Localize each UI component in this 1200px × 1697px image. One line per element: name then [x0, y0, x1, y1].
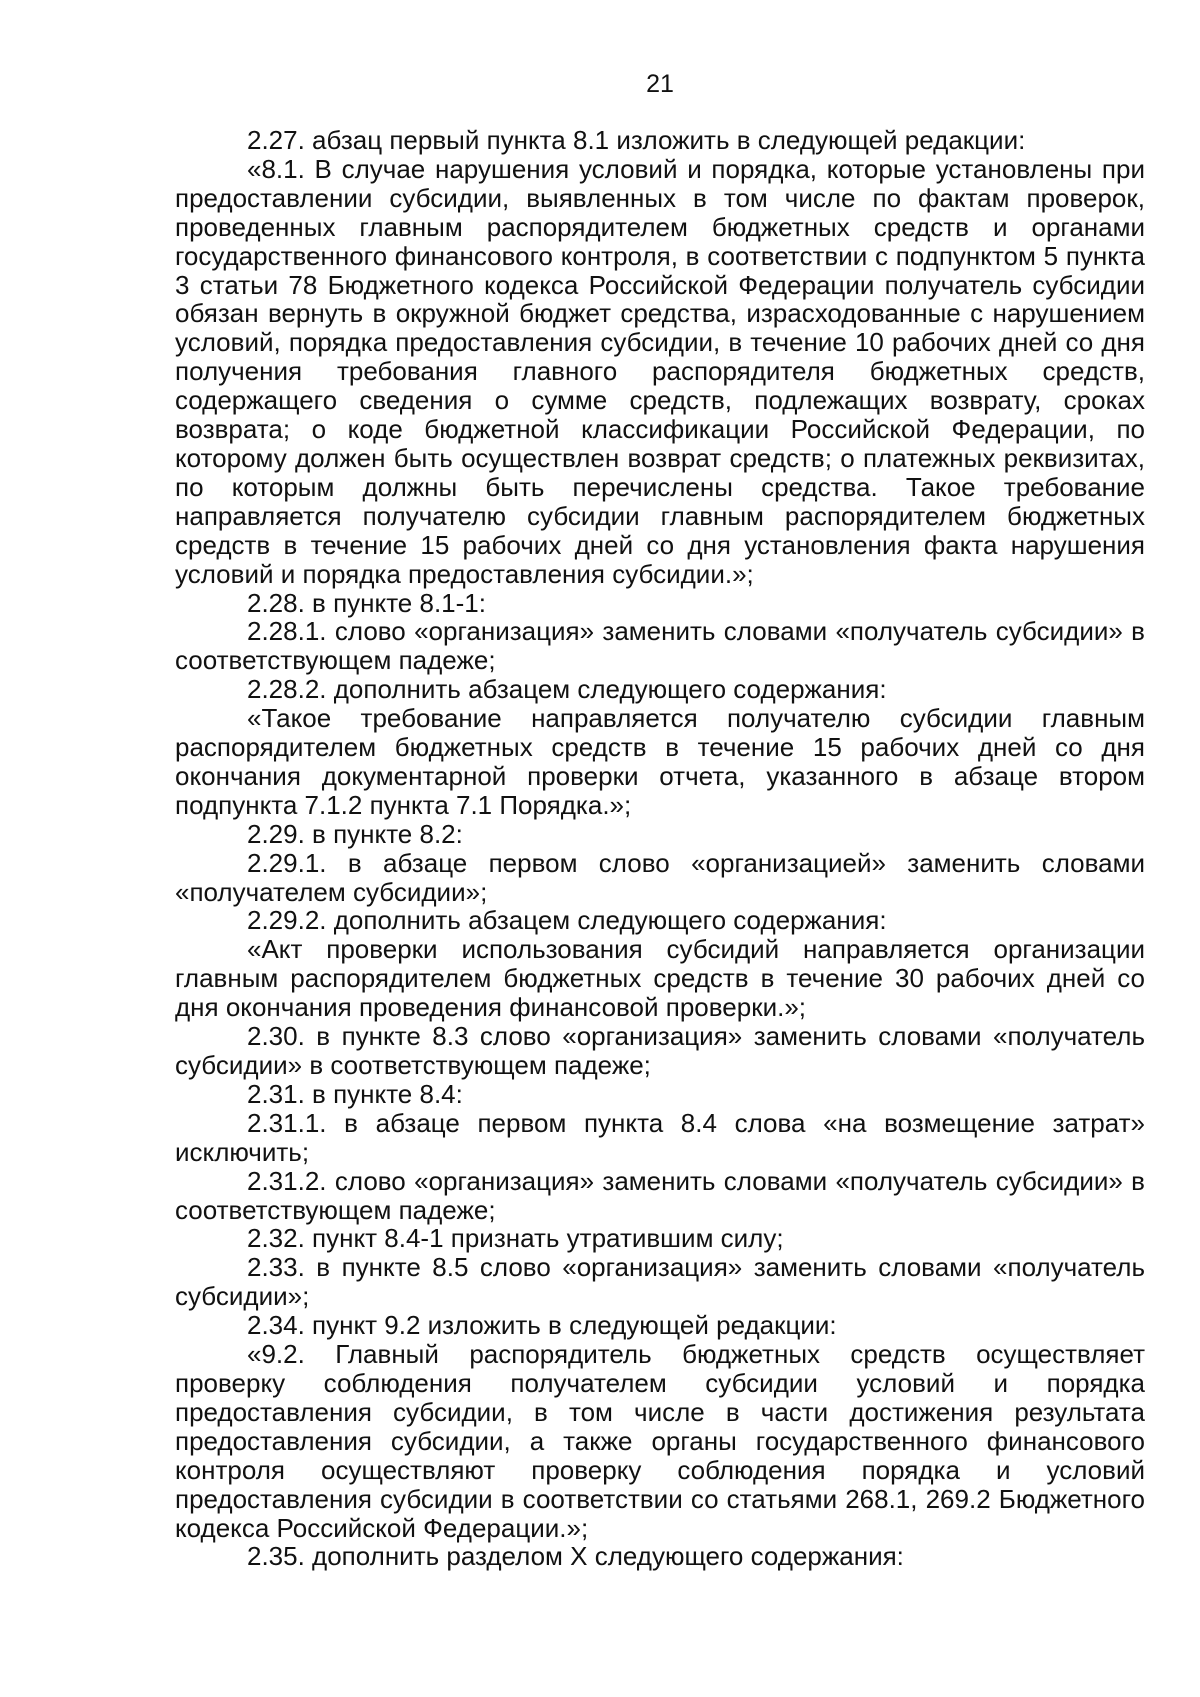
- paragraph-2-29-2: 2.29.2. дополнить абзацем следующего содержания:: [247, 905, 887, 936]
- paragraph-8-1-text: «8.1. В случае нарушения условий и порядка, которые установлены при предоставлении субсидии, выявленных в том числе по фактам проверок, проведенных главным распорядителем бюджетных средств и органами государственного финансового контроля, в соответствии с подпунктом 5 пункта 3 статьи 78 Бюджетного кодекса Российской Федерации получатель субсидии обязан вернуть в окружной бюджет средства, израсходованные с нарушением условий, порядка предоставления субсидии, в течение 10 рабочих дней со дня получения требования главного распорядителя бюджетных средств, содержащего сведения о сумме средств, подлежащих возврату, сроках возврата; о коде бюджетной классификации Российской Федерации, по которому должен быть осуществлен возврат средств; о платежных реквизитах, по которым должны быть перечислены средства. Такое требование направляется получателю субсидии главным распорядителем бюджетных средств в течение 15 рабочих дней со дня установления факта нарушения условий и порядка предоставления субсидии.»;: [175, 153, 1145, 589]
- paragraph-requirement-text: «Такое требование направляется получателю субсидии главным распорядителем бюджетных средств в течение 15 рабочих дней со дня окончания документарной проверки отчета, указанного в абзаце втором подпункта 7.1.2 пункта 7.1 Порядка.»;: [175, 703, 1145, 820]
- paragraph-9-2-text: «9.2. Главный распорядитель бюджетных средств осуществляет проверку соблюдения получателем субсидии условий и порядка предоставления субсидии, в том числе в части достижения результата предоставления субсидии, а также органы государственного финансового контроля осуществляют проверку соблюдения порядка и условий предоставления субсидии в соответствии со статьями 268.1, 269.2 Бюджетного кодекса Российской Федерации.»;: [175, 1339, 1145, 1543]
- paragraph-2-31-2: 2.31.2. слово «организация» заменить словами «получатель субсидии» в соответствующем падеже;: [175, 1165, 1145, 1225]
- paragraph-2-28-2: 2.28.2. дополнить абзацем следующего содержания:: [247, 674, 887, 705]
- paragraph-2-28-1: 2.28.1. слово «организация» заменить словами «получатель субсидии» в соответствующем падеже;: [175, 616, 1145, 676]
- paragraph-2-27: 2.27. абзац первый пункта 8.1 изложить в следующей редакции:: [247, 125, 1026, 155]
- paragraph-2-29: 2.29. в пункте 8.2:: [247, 818, 463, 849]
- paragraph-2-33: 2.33. в пункте 8.5 слово «организация» заменить словами «получатель субсидии»;: [175, 1252, 1145, 1312]
- paragraph-2-34: 2.34. пункт 9.2 изложить в следующей редакции:: [247, 1310, 837, 1341]
- paragraph-2-30: 2.30. в пункте 8.3 слово «организация» заменить словами «получатель субсидии» в соответствующем падеже;: [175, 1021, 1145, 1080]
- paragraph-2-31: 2.31. в пункте 8.4:: [247, 1078, 463, 1109]
- page-number: 21: [646, 70, 674, 98]
- paragraph-act-text: «Акт проверки использования субсидий направляется организации главным распорядителем бюджетных средств в течение 30 рабочих дней со дня окончания проведения финансовой проверки.»;: [175, 934, 1145, 1023]
- document-body: [175, 126, 1145, 1571]
- paragraph-2-31-1: 2.31.1. в абзаце первом пункта 8.4 слова «на возмещение затрат» исключить;: [175, 1107, 1145, 1167]
- paragraph-2-28: 2.28. в пункте 8.1-1:: [247, 587, 486, 618]
- paragraph-2-35: 2.35. дополнить разделом X следующего содержания:: [247, 1541, 904, 1572]
- paragraph-2-29-1: 2.29.1. в абзаце первом слово «организацией» заменить словами «получателем субсидии»;: [175, 847, 1145, 907]
- paragraph-2-32: 2.32. пункт 8.4-1 признать утратившим силу;: [247, 1223, 784, 1254]
